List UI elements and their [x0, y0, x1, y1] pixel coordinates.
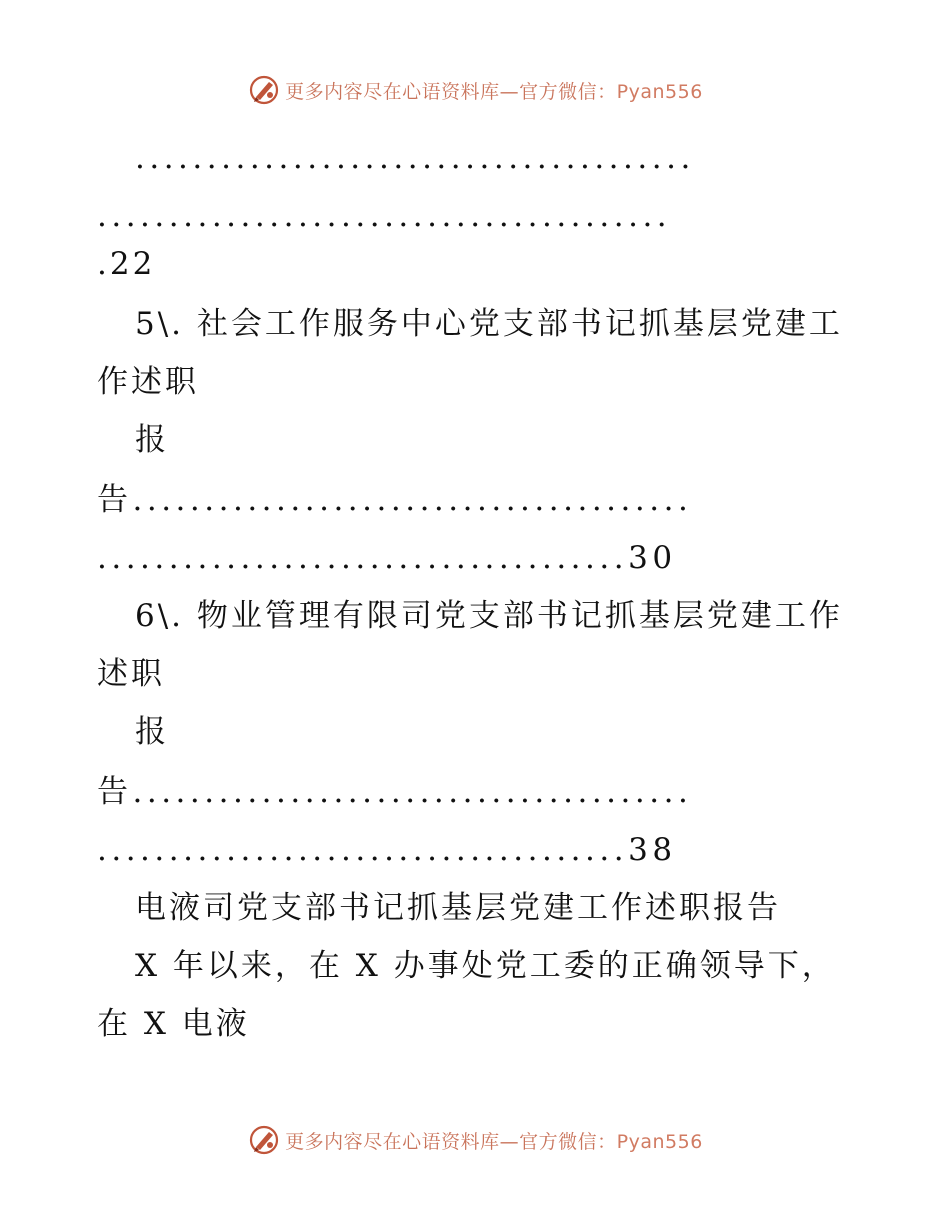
toc-page-number[interactable]: .22	[97, 246, 156, 282]
watermark-text: 更多内容尽在心语资料库—官方微信：Pyan556	[285, 1130, 703, 1153]
toc-entry-title[interactable]: 6\. 物业管理有限司党支部书记抓基层党建工作	[135, 598, 843, 634]
watermark-text: 更多内容尽在心语资料库—官方微信：Pyan556	[285, 80, 703, 103]
toc-leader-dots: 告.......................................	[97, 482, 693, 518]
toc-entry-title[interactable]: 报	[135, 714, 169, 750]
toc-entry-title[interactable]: 5\. 社会工作服务中心党支部书记抓基层党建工	[135, 306, 843, 342]
footer-watermark	[0, 1120, 950, 1160]
toc-leader-dots: 告.......................................	[97, 774, 693, 810]
pen-seal-icon	[247, 1123, 281, 1157]
toc-entry-title[interactable]: 述职	[97, 656, 165, 692]
toc-page-number[interactable]: .....................................38	[97, 832, 677, 868]
toc-leader-dots: ........................................	[97, 198, 672, 234]
section-heading: 电液司党支部书记抓基层党建工作述职报告	[135, 890, 781, 926]
toc-leader-dots: .......................................	[135, 140, 695, 176]
body-paragraph: X 年以来，在 X 办事处党工委的正确领导下，	[135, 948, 836, 984]
toc-page-number[interactable]: .....................................30	[97, 540, 677, 576]
body-paragraph: 在 X 电液	[97, 1006, 250, 1042]
toc-entry-title[interactable]: 作述职	[97, 364, 199, 400]
toc-entry-title[interactable]: 报	[135, 422, 169, 458]
